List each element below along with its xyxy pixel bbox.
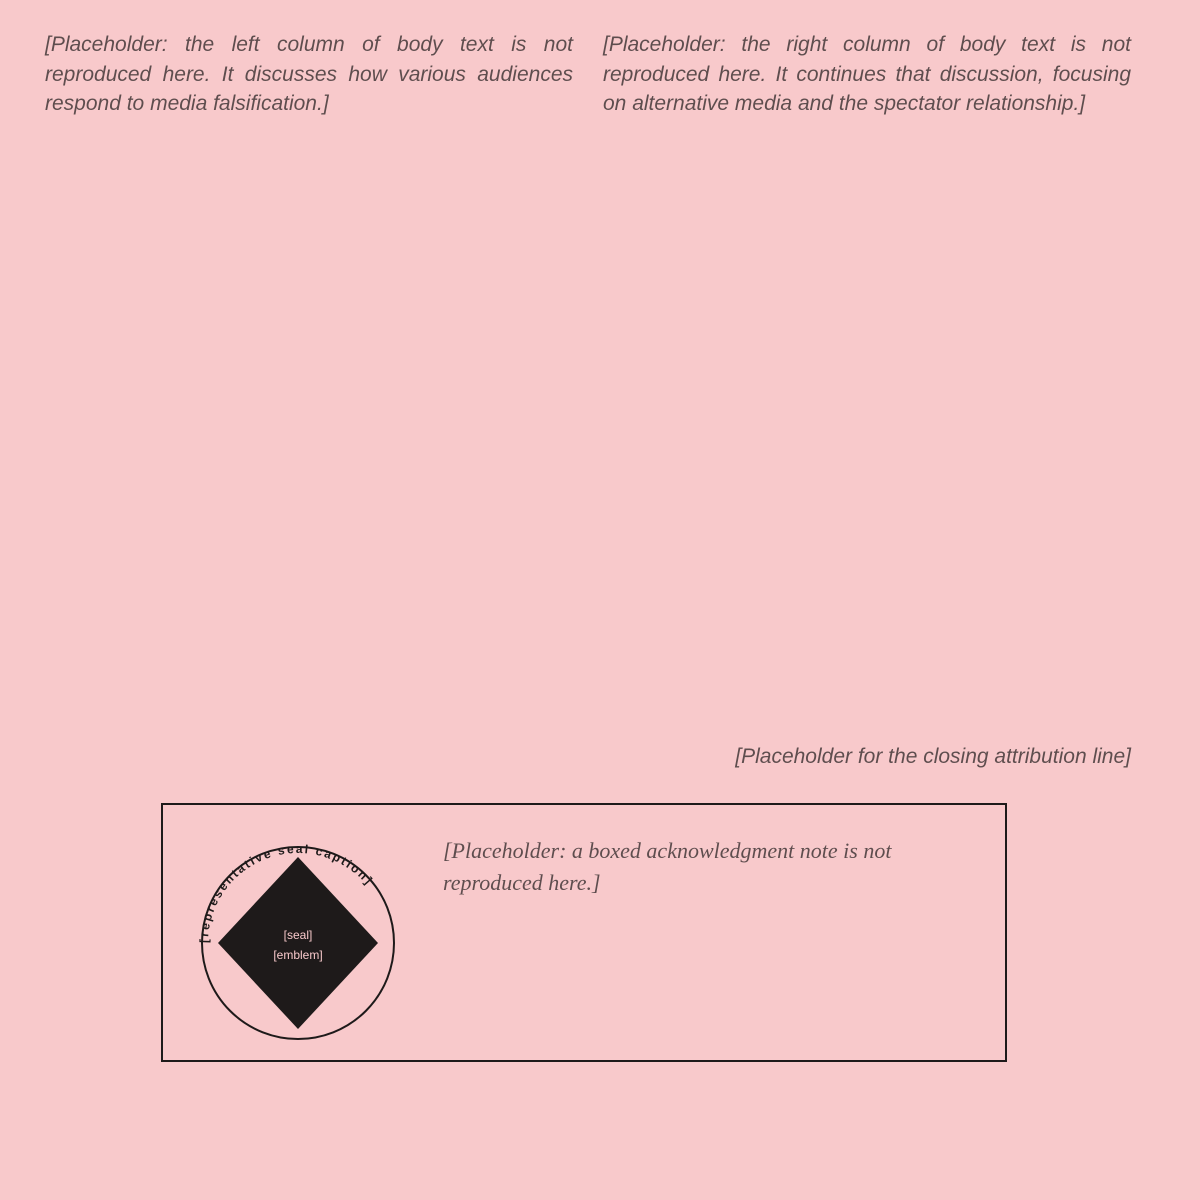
acknowledgment-text: [Placeholder: a boxed acknowledgment note is not reproduced here.]	[443, 838, 892, 895]
article-column-right: [Placeholder: the right column of body text is not reproduced here. It continues that discussion, focusing on alternative media and the spectator relationship.]	[603, 33, 1131, 115]
seal-logo	[183, 817, 413, 1049]
seal-ring-text: [representative seal caption]	[196, 841, 377, 944]
seal-center-line-2: [emblem]	[273, 948, 323, 962]
article-column-left: [Placeholder: the left column of body text is not reproduced here. It discusses how various audiences respond to media falsification.]	[45, 33, 573, 115]
acknowledgment-box	[161, 803, 1007, 1062]
seal-center-line-1: [seal]	[283, 928, 313, 942]
signoff: [Placeholder for the closing attribution line]	[735, 745, 1131, 768]
